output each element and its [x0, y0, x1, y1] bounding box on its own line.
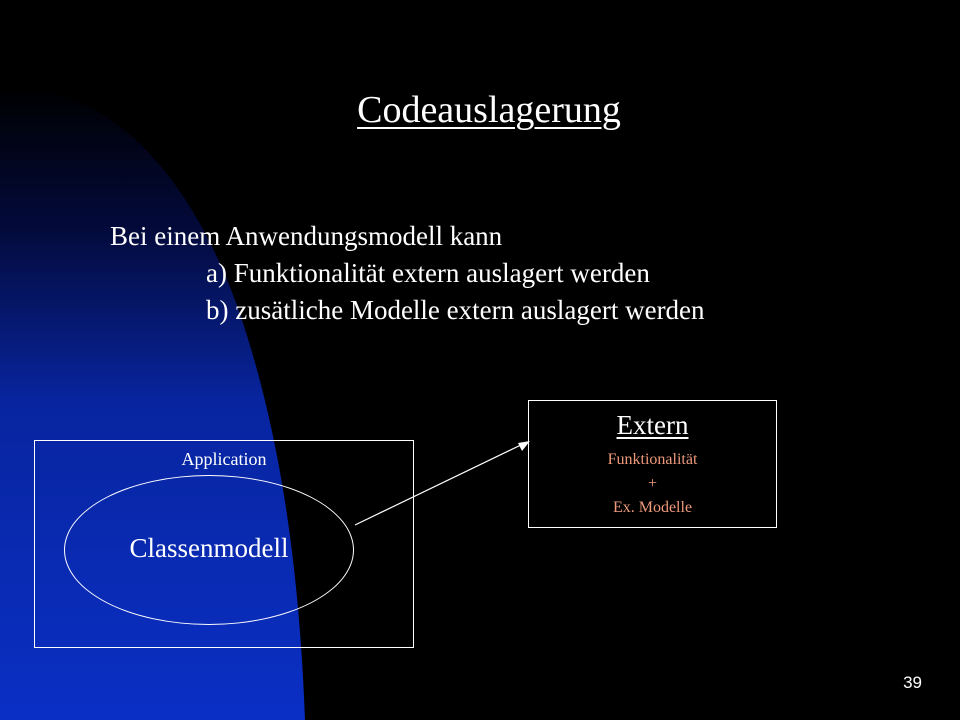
page-number: 39	[903, 673, 922, 692]
list-item-b: b) zusätliche Modelle extern auslagert werden	[206, 295, 705, 325]
slide-title: Codeauslagerung	[357, 89, 621, 131]
list-item-a: a) Funktionalität extern auslagert werden	[206, 258, 650, 288]
extern-functionality-text: Funktionalität	[607, 451, 698, 468]
intro-text: Bei einem Anwendungsmodell kann	[110, 221, 503, 251]
extern-models-text: Ex. Modelle	[612, 499, 693, 516]
classenmodell-label: Classenmodell	[129, 533, 289, 563]
application-label: Application	[181, 449, 267, 469]
extern-plus-text: +	[647, 475, 658, 492]
extern-title: Extern	[616, 410, 689, 440]
